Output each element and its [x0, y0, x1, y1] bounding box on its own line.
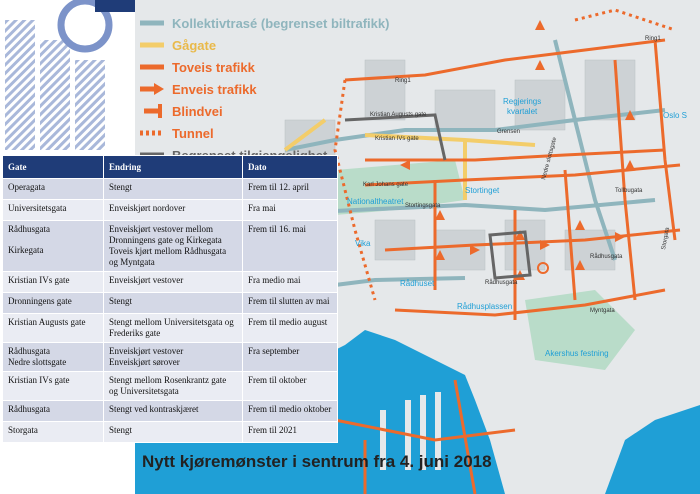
cell-dato: Frem til oktober: [243, 372, 338, 401]
label-stortingsgata: Stortingsgata: [405, 203, 441, 209]
label-nedre-slottsgate: Nedre slottsgate: [541, 136, 559, 181]
cell-gate: Operagata: [3, 179, 104, 200]
cell-endring: Stengt ved kontraskjæret: [104, 401, 243, 422]
table-header-row: [3, 156, 338, 179]
table-row: [3, 221, 338, 272]
cell-gate: Kristian Augusts gate: [3, 314, 104, 343]
cell-dato: Frem til medio oktober: [243, 401, 338, 422]
cell-dato: Frem til medio august: [243, 314, 338, 343]
label-myntgata: Myntgata: [590, 308, 615, 314]
enveis-arrow-icon: [140, 80, 164, 98]
label-akershus-festning: Akershus festning: [545, 349, 609, 358]
cell-endring: Enveiskjørt vestover: [104, 272, 243, 293]
legend-label-gagate: Gågate: [172, 37, 217, 53]
legend-item-blindvei: [140, 100, 400, 122]
cell-gate: Dronningens gate: [3, 293, 104, 314]
label-radhuset: Rådhuset: [400, 279, 435, 288]
cell-gate: Kristian IVs gate: [3, 272, 104, 293]
label-nationaltheatret: Nationaltheatret: [347, 197, 404, 206]
legend-item-gagate: [140, 34, 400, 56]
cell-endring: Stengt: [104, 422, 243, 443]
cell-dato: Frem til 2021: [243, 422, 338, 443]
cell-endring: Stengt mellom Rosenkrantz gate og Universitetsgata: [104, 372, 243, 401]
legend-label-blindvei: Blindvei: [172, 103, 223, 119]
map-legend: [140, 12, 400, 166]
gagate-swatch-icon: [140, 36, 164, 54]
blindvei-icon: [140, 102, 164, 120]
label-radhusgata: Rådhusgata: [590, 254, 623, 260]
cell-gate: Rådhusgata Kirkegata: [3, 221, 104, 272]
label-kristian-ivs-gate: Kristian IVs gate: [375, 136, 419, 142]
table-row: [3, 314, 338, 343]
header-gate: Gate: [3, 156, 104, 179]
label-radhusplassen: Rådhusplassen: [457, 302, 513, 311]
table-row: [3, 372, 338, 401]
label-kristian-augusts-gate: Kristian Augusts gate: [370, 112, 427, 118]
legend-label-enveis: Enveis trafikk: [172, 81, 257, 97]
cell-dato: Frem til slutten av mai: [243, 293, 338, 314]
label-vika: Vika: [355, 239, 371, 248]
legend-label-tunnel: Tunnel: [172, 125, 214, 141]
header-dato: Dato: [243, 156, 338, 179]
label-storgata: Storgata: [661, 226, 671, 251]
label-ring1-a: Ring1: [395, 78, 411, 84]
legend-item-tunnel: [140, 122, 400, 144]
label-tollbugata: Tollbugata: [615, 188, 643, 194]
label-ring1-b: Ring1: [645, 36, 661, 42]
legend-item-enveis: [140, 78, 400, 100]
cell-gate: Universitetsgata: [3, 200, 104, 221]
cell-gate: Rådhusgata: [3, 401, 104, 422]
slide-caption: Nytt kjøremønster i sentrum fra 4. juni 2018: [142, 452, 492, 471]
tunnel-dotted-icon: [140, 124, 164, 142]
cell-endring: Stengt mellom Universitetsgata og Frederiks gate: [104, 314, 243, 343]
bay-water: [605, 405, 700, 494]
legend-label-kollektivtrase: Kollektivtrasé (begrenset biltrafikk): [172, 15, 390, 31]
cell-dato: Fra medio mai: [243, 272, 338, 293]
cell-dato: Fra mai: [243, 200, 338, 221]
legend-item-toveis: [140, 56, 400, 78]
toveis-swatch-icon: [140, 58, 164, 76]
cell-gate: Rådhusgata Nedre slottsgate: [3, 343, 104, 372]
cell-endring: Stengt: [104, 179, 243, 200]
cell-dato: Frem til 16. mai: [243, 221, 338, 272]
table-row: [3, 179, 338, 200]
table-row: [3, 272, 338, 293]
table-row: [3, 401, 338, 422]
table-row: [3, 293, 338, 314]
road-changes-table: [2, 155, 338, 443]
legend-label-toveis: Toveis trafikk: [172, 59, 255, 75]
cell-dato: Fra september: [243, 343, 338, 372]
oslo-logo-icon: [0, 0, 135, 150]
label-regjeringskvartalet-2: kvartalet: [507, 107, 538, 116]
cell-endring: Enveiskjørt vestover mellom Dronningens gate og Kirkegata Toveis kjørt mellom Rådhusgata og Myntgata: [104, 221, 243, 272]
header-endring: Endring: [104, 156, 243, 179]
cell-endring: Enveiskjørt nordover: [104, 200, 243, 221]
cell-endring: Enveiskjørt vestover Enveiskjørt sørover: [104, 343, 243, 372]
label-stortinget: Stortinget: [465, 186, 500, 195]
table-row: [3, 343, 338, 372]
label-karl-johans-gate: Karl Johans gate: [363, 182, 409, 188]
cell-dato: Frem til 12. april: [243, 179, 338, 200]
label-radhusgata-b: Rådhusgata: [485, 280, 518, 286]
cell-gate: Kristian IVs gate: [3, 372, 104, 401]
cell-gate: Storgata: [3, 422, 104, 443]
label-oslo-s: Oslo S: [663, 111, 688, 120]
table-row: [3, 422, 338, 443]
label-grensen: Grensen: [497, 129, 521, 135]
kollektivtrase-swatch-icon: [140, 14, 164, 32]
legend-item-kollektivtrase: [140, 12, 400, 34]
table-row: [3, 200, 338, 221]
cell-endring: Stengt: [104, 293, 243, 314]
label-regjeringskvartalet-1: Regjerings: [503, 97, 542, 106]
